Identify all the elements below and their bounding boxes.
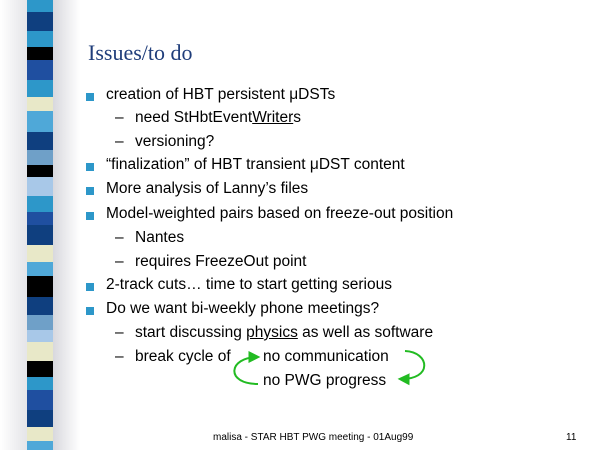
- bullet-icon: [86, 212, 94, 220]
- subitem-text: as well as software: [297, 324, 434, 341]
- dash-marker: –: [115, 109, 124, 126]
- dash-marker: –: [115, 253, 124, 270]
- strip-blocks: [27, 0, 53, 450]
- strip-block: [27, 196, 53, 212]
- dash-marker: –: [115, 324, 124, 341]
- strip-block: [27, 60, 53, 80]
- strip-block: [27, 212, 53, 225]
- cycle-arrow-left-icon: [234, 357, 258, 384]
- strip-block: [27, 410, 53, 427]
- strip-block: [27, 80, 53, 97]
- strip-block: [27, 427, 53, 441]
- underlined-text: physics: [246, 324, 298, 341]
- item-text: “finalization” of HBT transient: [106, 156, 310, 173]
- dash-marker: –: [115, 229, 124, 246]
- bullet-icon: [86, 307, 94, 315]
- strip-block: [27, 31, 53, 47]
- strip-block: [27, 177, 53, 196]
- strip-block: [27, 97, 53, 111]
- mu-symbol: μ: [289, 86, 299, 103]
- item-text: creation of HBT persistent: [106, 86, 290, 103]
- strip-block: [27, 276, 53, 297]
- slide-title: Issues/to do: [88, 40, 193, 65]
- decorative-strip: [0, 0, 80, 450]
- dash-marker: –: [115, 133, 124, 150]
- bullet-icon: [86, 163, 94, 171]
- subitem-nantes: Nantes: [135, 229, 185, 246]
- strip-block: [27, 330, 53, 342]
- strip-block: [27, 0, 53, 12]
- strip-block: [27, 390, 53, 410]
- item-two-track-cuts: 2-track cuts… time to start getting serious: [106, 276, 392, 293]
- strip-block: [27, 12, 53, 31]
- item-model-weighted: Model-weighted pairs based on freeze-out position: [106, 205, 454, 222]
- cycle-no-pwg-progress: no PWG progress: [263, 372, 387, 389]
- bullet-icon: [86, 93, 94, 101]
- strip-block: [27, 132, 53, 150]
- strip-block: [27, 111, 53, 132]
- mu-symbol: μ: [309, 156, 319, 173]
- strip-block: [27, 315, 53, 330]
- bullet-icon: [86, 283, 94, 291]
- subitem-versioning: versioning?: [135, 133, 215, 150]
- cycle-arrow-right-icon: [400, 351, 424, 379]
- subitem-freezeout: requires FreezeOut point: [135, 253, 307, 270]
- cycle-no-communication: no communication: [263, 348, 389, 365]
- strip-block: [27, 262, 53, 276]
- subitem-physics: [135, 324, 433, 342]
- subitem-break-cycle: break cycle of: [135, 348, 231, 365]
- strip-block: [27, 441, 53, 450]
- strip-block: [27, 377, 53, 390]
- item-finalization: [106, 156, 405, 174]
- footer-text: malisa - STAR HBT PWG meeting - 01Aug99: [213, 432, 414, 443]
- item-hbt-persistent-dsts: [106, 86, 335, 104]
- page-number: 11: [566, 432, 577, 443]
- subitem-text: s: [293, 109, 301, 126]
- item-lanny-files: More analysis of Lanny’s files: [106, 180, 309, 197]
- strip-block: [27, 165, 53, 177]
- item-text: DSTs: [298, 86, 336, 103]
- strip-block: [27, 225, 53, 245]
- strip-block: [27, 150, 53, 165]
- item-text: DST content: [318, 156, 405, 173]
- subitem-text: start discussing: [135, 324, 247, 341]
- item-phone-meetings: Do we want bi-weekly phone meetings?: [106, 300, 380, 317]
- subitem-writers: [135, 109, 301, 127]
- underlined-text: Writer: [252, 109, 294, 126]
- strip-block: [27, 361, 53, 377]
- strip-block: [27, 47, 53, 60]
- strip-block: [27, 342, 53, 361]
- dash-marker: –: [115, 348, 124, 365]
- bullet-icon: [86, 187, 94, 195]
- strip-block: [27, 245, 53, 262]
- strip-block: [27, 297, 53, 315]
- subitem-text: need StHbtEvent: [135, 109, 253, 126]
